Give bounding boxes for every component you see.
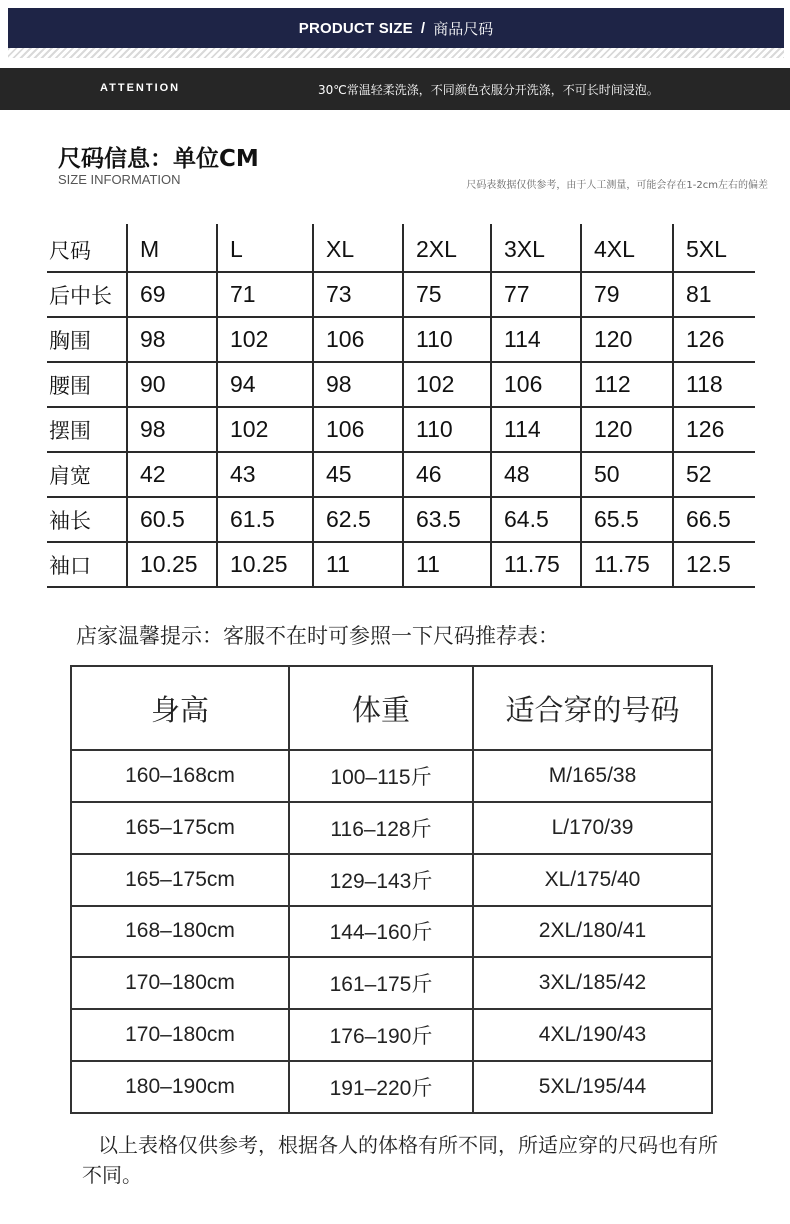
recommend-table-cell: 170–180cm	[71, 1009, 289, 1061]
recommend-table-row	[71, 750, 712, 802]
size-table-row	[47, 407, 755, 452]
size-table-cell: 5XL	[673, 224, 755, 272]
size-table-cell: 120	[581, 407, 673, 452]
size-table-cell: 94	[217, 362, 313, 407]
size-table-row-label: 尺码	[47, 224, 127, 272]
recommend-table-cell: 3XL/185/42	[473, 957, 712, 1009]
size-table-cell: 61.5	[217, 497, 313, 542]
recommend-table-cell: 191–220斤	[289, 1061, 473, 1113]
size-table-cell: 64.5	[491, 497, 581, 542]
size-table-cell: 79	[581, 272, 673, 317]
product-size-header	[8, 8, 784, 48]
size-table-cell: 110	[403, 407, 491, 452]
decorative-stripe	[8, 48, 784, 58]
size-table-row-label: 后中长	[47, 272, 127, 317]
size-table-cell: 114	[491, 317, 581, 362]
recommend-table-header-cell: 适合穿的号码	[473, 666, 712, 750]
size-table-cell: 10.25	[127, 542, 217, 587]
size-table-cell: 98	[313, 362, 403, 407]
header-separator: /	[420, 19, 426, 37]
header-title-cn: 商品尺码	[433, 20, 494, 38]
size-table-row-label: 摆围	[47, 407, 127, 452]
size-table-row-label: 腰围	[47, 362, 127, 407]
size-table	[47, 224, 755, 588]
recommend-table-row	[71, 854, 712, 906]
size-table-cell: 63.5	[403, 497, 491, 542]
size-table-row	[47, 497, 755, 542]
size-table-cell: 81	[673, 272, 755, 317]
size-table-cell: 42	[127, 452, 217, 497]
size-table-cell: 114	[491, 407, 581, 452]
size-table-row	[47, 542, 755, 587]
header-title-en: PRODUCT SIZE	[298, 19, 413, 37]
size-table-cell: 2XL	[403, 224, 491, 272]
recommend-table-cell: 165–175cm	[71, 854, 289, 906]
recommend-table-cell: 144–160斤	[289, 906, 473, 958]
size-table-row	[47, 317, 755, 362]
size-table-cell: 50	[581, 452, 673, 497]
recommend-table-cell: L/170/39	[473, 802, 712, 854]
size-table-cell: 65.5	[581, 497, 673, 542]
size-table-cell: 106	[313, 407, 403, 452]
size-table-cell: 126	[673, 407, 755, 452]
size-table-cell: 46	[403, 452, 491, 497]
size-table-cell: 71	[217, 272, 313, 317]
size-table-cell: 62.5	[313, 497, 403, 542]
size-table-cell: 11.75	[581, 542, 673, 587]
recommend-table-cell: 180–190cm	[71, 1061, 289, 1113]
size-table-row-label: 袖口	[47, 542, 127, 587]
size-table-cell: M	[127, 224, 217, 272]
size-table-row-label: 肩宽	[47, 452, 127, 497]
size-table-cell: 11	[403, 542, 491, 587]
recommend-table-header-cell: 身高	[71, 666, 289, 750]
size-info-note: 尺码表数据仅供参考，由于人工测量，可能会存在1-2cm左右的偏差	[466, 180, 768, 191]
size-table-cell: 11.75	[491, 542, 581, 587]
size-table-cell: 126	[673, 317, 755, 362]
size-table-cell: 12.5	[673, 542, 755, 587]
size-info-title: 尺码信息：单位CM	[58, 146, 259, 172]
shop-tip: 店家温馨提示：客服不在时可参照一下尺码推荐表：	[76, 624, 559, 648]
size-table-cell: 77	[491, 272, 581, 317]
size-table-cell: 10.25	[217, 542, 313, 587]
size-table-cell: XL	[313, 224, 403, 272]
size-table-cell: 66.5	[673, 497, 755, 542]
recommend-table-row	[71, 802, 712, 854]
size-table-cell: 45	[313, 452, 403, 497]
recommend-table-cell: 100–115斤	[289, 750, 473, 802]
recommend-table	[70, 665, 713, 1114]
recommend-table-row	[71, 906, 712, 958]
recommend-table-cell: 160–168cm	[71, 750, 289, 802]
recommend-table-cell: 116–128斤	[289, 802, 473, 854]
recommend-table-cell: 129–143斤	[289, 854, 473, 906]
recommend-table-row	[71, 1061, 712, 1113]
recommend-table-cell: 170–180cm	[71, 957, 289, 1009]
size-table-cell: 110	[403, 317, 491, 362]
size-table-cell: 48	[491, 452, 581, 497]
attention-bar	[0, 68, 790, 110]
size-table-cell: 11	[313, 542, 403, 587]
size-table-cell: 98	[127, 317, 217, 362]
recommend-table-cell: 176–190斤	[289, 1009, 473, 1061]
size-table-cell: 3XL	[491, 224, 581, 272]
recommend-table-cell: 4XL/190/43	[473, 1009, 712, 1061]
size-table-row	[47, 452, 755, 497]
size-table-row-label: 袖长	[47, 497, 127, 542]
size-table-cell: 112	[581, 362, 673, 407]
attention-text: 30℃常温轻柔洗涤，不同颜色衣服分开洗涤，不可长时间浸泡。	[318, 83, 659, 97]
recommend-table-header-row	[71, 666, 712, 750]
size-table-cell: 118	[673, 362, 755, 407]
size-table-row	[47, 272, 755, 317]
size-table-cell: 60.5	[127, 497, 217, 542]
size-table-cell: 4XL	[581, 224, 673, 272]
recommend-table-header-cell: 体重	[289, 666, 473, 750]
size-table-cell: 43	[217, 452, 313, 497]
size-table-cell: L	[217, 224, 313, 272]
size-table-cell: 106	[313, 317, 403, 362]
recommend-table-cell: 161–175斤	[289, 957, 473, 1009]
size-table-cell: 102	[403, 362, 491, 407]
size-table-row	[47, 362, 755, 407]
recommend-table-row	[71, 957, 712, 1009]
attention-label: ATTENTION	[100, 82, 181, 94]
recommend-table-cell: M/165/38	[473, 750, 712, 802]
size-table-cell: 75	[403, 272, 491, 317]
size-table-cell: 73	[313, 272, 403, 317]
size-table-cell: 106	[491, 362, 581, 407]
size-table-cell: 102	[217, 407, 313, 452]
size-table-row-label: 胸围	[47, 317, 127, 362]
size-table-header-row	[47, 224, 755, 272]
size-table-cell: 120	[581, 317, 673, 362]
recommend-table-row	[71, 1009, 712, 1061]
recommend-table-cell: 165–175cm	[71, 802, 289, 854]
size-table-cell: 52	[673, 452, 755, 497]
recommend-table-cell: 5XL/195/44	[473, 1061, 712, 1113]
footer-note: 以上表格仅供参考，根据各人的体格有所不同，所适应穿的尺码也有所不同。	[82, 1133, 718, 1187]
size-info-subtitle: SIZE INFORMATION	[58, 172, 181, 187]
size-table-cell: 102	[217, 317, 313, 362]
recommend-table-cell: 168–180cm	[71, 906, 289, 958]
size-table-cell: 98	[127, 407, 217, 452]
size-table-cell: 90	[127, 362, 217, 407]
recommend-table-cell: XL/175/40	[473, 854, 712, 906]
recommend-table-cell: 2XL/180/41	[473, 906, 712, 958]
size-table-cell: 69	[127, 272, 217, 317]
